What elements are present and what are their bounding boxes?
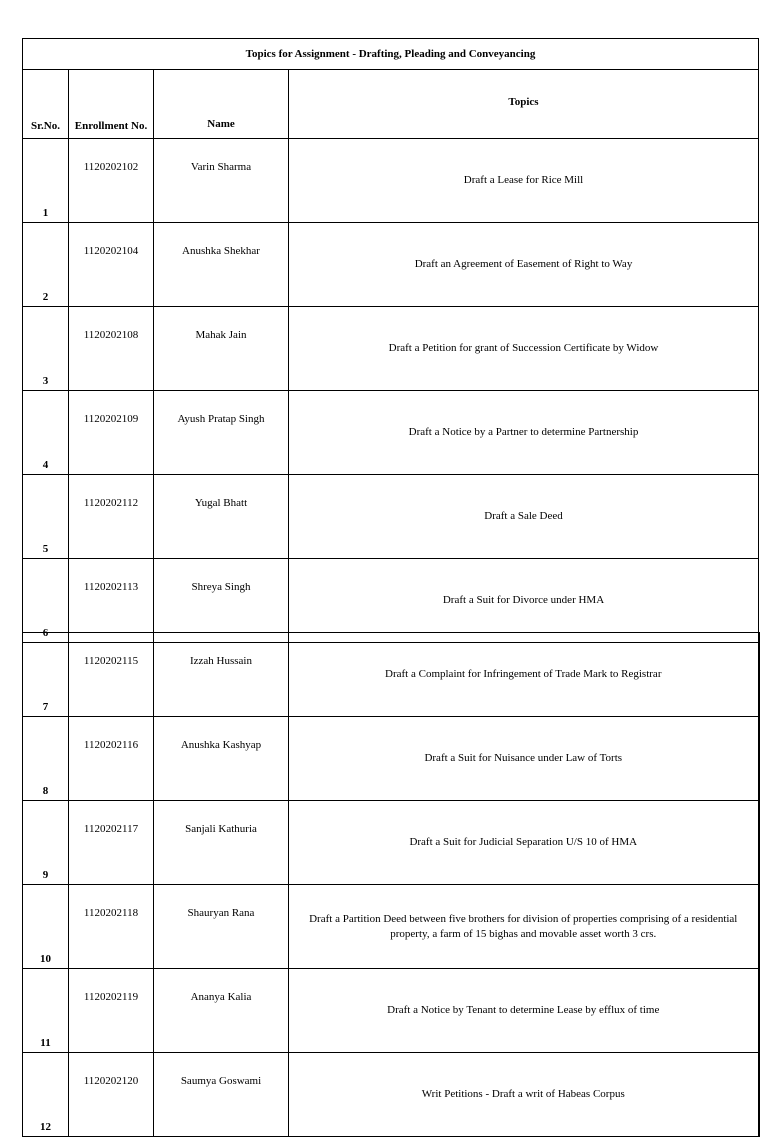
cell-name: Ananya Kalia [154, 969, 289, 1053]
table-row [23, 717, 759, 801]
cell-enrollment: 1120202102 [69, 139, 154, 223]
cell-topic: Draft a Suit for Divorce under HMA [289, 559, 759, 643]
cell-name: Yugal Bhatt [154, 475, 289, 559]
cell-enrollment: 1120202120 [69, 1053, 154, 1137]
cell-name: Anushka Shekhar [154, 223, 289, 307]
table-row [23, 885, 759, 969]
cell-topic: Draft a Suit for Nuisance under Law of Torts [289, 717, 759, 801]
cell-sr-no: 6 [23, 559, 69, 643]
cell-sr-no: 1 [23, 139, 69, 223]
table-row [23, 633, 759, 717]
cell-topic: Writ Petitions - Draft a writ of Habeas Corpus [289, 1053, 759, 1137]
cell-topic: Draft a Notice by a Partner to determine Partnership [289, 391, 759, 475]
cell-enrollment: 1120202117 [69, 801, 154, 885]
cell-name: Saumya Goswami [154, 1053, 289, 1137]
cell-name: Sanjali Kathuria [154, 801, 289, 885]
cell-name: Shreya Singh [154, 559, 289, 643]
cell-topic: Draft a Lease for Rice Mill [289, 139, 759, 223]
table-row [23, 307, 759, 391]
cell-sr-no: 10 [23, 885, 69, 969]
table-row [23, 223, 759, 307]
header-enrollment: Enrollment No. [69, 70, 154, 139]
table-row [23, 391, 759, 475]
table-row [23, 139, 759, 223]
table-row [23, 475, 759, 559]
cell-enrollment: 1120202119 [69, 969, 154, 1053]
cell-enrollment: 1120202108 [69, 307, 154, 391]
cell-enrollment: 1120202113 [69, 559, 154, 643]
assignment-table-bottom [22, 632, 760, 1137]
cell-enrollment: 1120202115 [69, 633, 154, 717]
cell-topic: Draft a Petition for grant of Succession Certificate by Widow [289, 307, 759, 391]
cell-enrollment: 1120202109 [69, 391, 154, 475]
cell-name: Anushka Kashyap [154, 717, 289, 801]
cell-sr-no: 5 [23, 475, 69, 559]
cell-sr-no: 3 [23, 307, 69, 391]
header-topics: Topics [289, 70, 759, 139]
cell-name: Varin Sharma [154, 139, 289, 223]
cell-topic: Draft a Partition Deed between five brothers for division of properties comprising of a residential property, a farm of 15 bighas and movable asset worth 3 crs. [289, 885, 759, 969]
cell-topic: Draft an Agreement of Easement of Right to Way [289, 223, 759, 307]
cell-name: Shauryan Rana [154, 885, 289, 969]
cell-sr-no: 7 [23, 633, 69, 717]
cell-sr-no: 9 [23, 801, 69, 885]
assignment-table-top [22, 38, 759, 643]
cell-topic: Draft a Complaint for Infringement of Trade Mark to Registrar [289, 633, 759, 717]
header-name: Name [154, 70, 289, 139]
cell-topic: Draft a Suit for Judicial Separation U/S 10 of HMA [289, 801, 759, 885]
table-row [23, 801, 759, 885]
table-row [23, 969, 759, 1053]
cell-sr-no: 2 [23, 223, 69, 307]
cell-enrollment: 1120202116 [69, 717, 154, 801]
cell-enrollment: 1120202104 [69, 223, 154, 307]
table-title: Topics for Assignment - Drafting, Pleading and Conveyancing [23, 39, 759, 70]
table-row [23, 559, 759, 643]
cell-topic: Draft a Sale Deed [289, 475, 759, 559]
cell-enrollment: 1120202118 [69, 885, 154, 969]
cell-sr-no: 8 [23, 717, 69, 801]
cell-enrollment: 1120202112 [69, 475, 154, 559]
cell-sr-no: 12 [23, 1053, 69, 1137]
table-row [23, 1053, 759, 1137]
cell-name: Mahak Jain [154, 307, 289, 391]
header-sr-no: Sr.No. [23, 70, 69, 139]
cell-sr-no: 11 [23, 969, 69, 1053]
cell-topic: Draft a Notice by Tenant to determine Lease by efflux of time [289, 969, 759, 1053]
cell-name: Ayush Pratap Singh [154, 391, 289, 475]
cell-sr-no: 4 [23, 391, 69, 475]
cell-name: Izzah Hussain [154, 633, 289, 717]
